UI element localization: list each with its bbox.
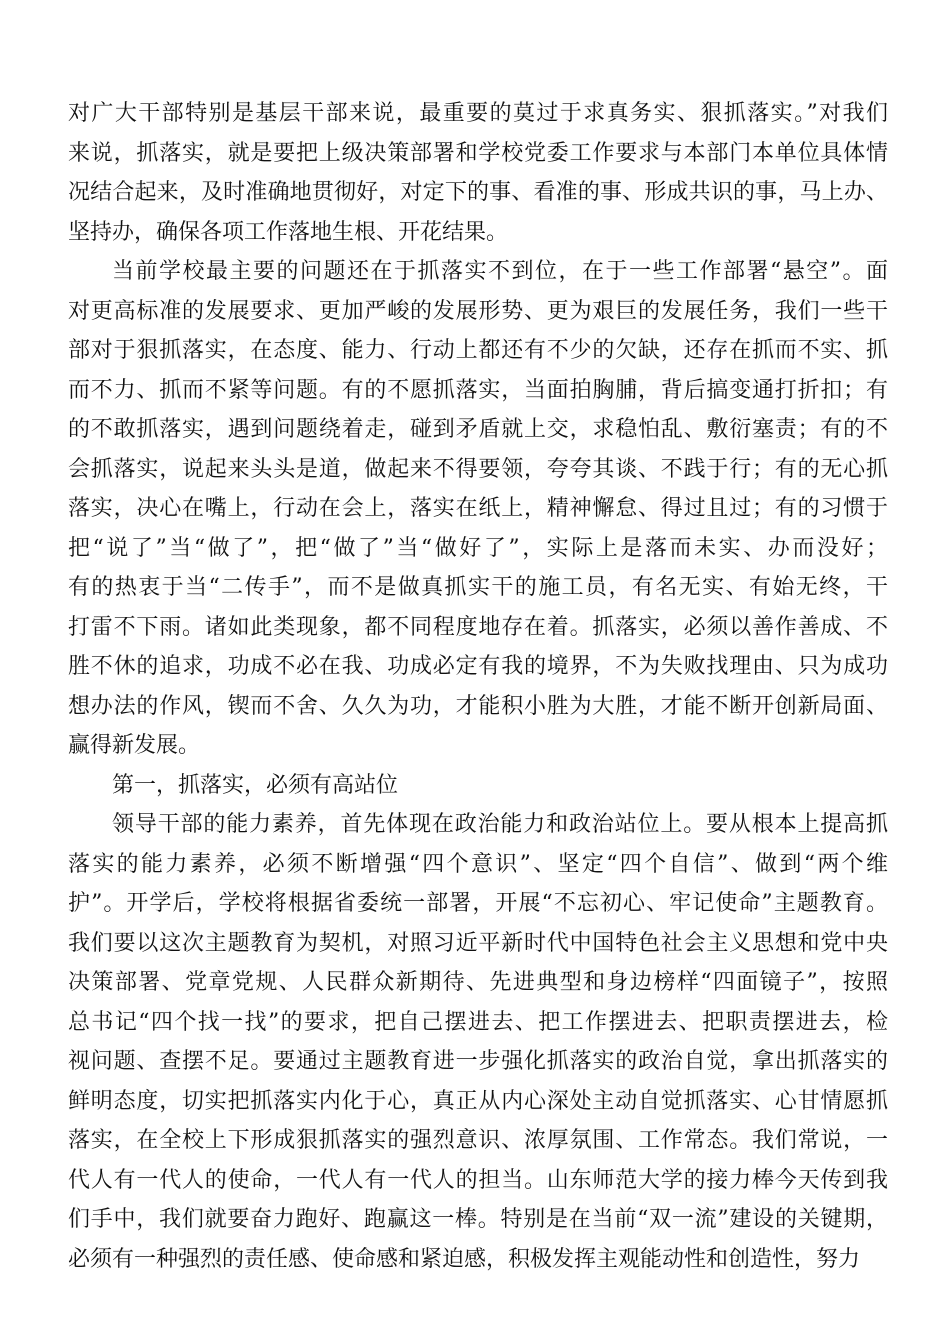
text-line: 我们要以这次主题教育为契机，对照习近平新时代中国特色社会主义思想和党中央: [68, 930, 888, 956]
text-line: 想办法的作风，锲而不舍、久久为功，才能积小胜为大胜，才能不断开创新局面、: [68, 693, 888, 719]
paragraph: [68, 766, 888, 806]
text-line: 落实的能力素养，必须不断增强“四个意识”、坚定“四个自信”、做到“两个维: [68, 851, 888, 877]
text-line: 们手中，我们就要奋力跑好、跑赢这一棒。特别是在当前“双一流”建设的关键期，: [68, 1207, 888, 1232]
text-line: 把“说了”当“做了”，把“做了”当“做好了”，实际上是落而未实、办而没好；: [68, 535, 888, 561]
text-line: 的不敢抓落实，遇到问题绕着走，碰到矛盾就上交，求稳怕乱、敷衍塞责；有的不: [68, 417, 888, 442]
text-line: 况结合起来，及时准确地贯彻好，对定下的事、看准的事、形成共识的事，马上办、: [68, 180, 888, 205]
text-line: 来说，抓落实，就是要把上级决策部署和学校党委工作要求与本部门本单位具体情: [68, 140, 888, 166]
document-body: [68, 94, 888, 1279]
text-line: 对广大干部特别是基层干部来说，最重要的莫过于求真务实、狠抓落实。”对我们: [68, 101, 888, 126]
text-line: 部对于狠抓落实，在态度、能力、行动上都还有不少的欠缺，还存在抓而不实、抓: [68, 338, 888, 363]
text-line: 胜不休的追求，功成不必在我、功成必定有我的境界，不为失败找理由、只为成功: [68, 654, 888, 679]
text-line: 决策部署、党章党规、人民群众新期待、先进典型和身边榜样“四面镜子”，按照: [68, 970, 888, 995]
text-line: 会抓落实，说起来头头是道，做起来不得要领，夸夸其谈、不践于行；有的无心抓: [68, 456, 888, 482]
text-line: 鲜明态度，切实把抓落实内化于心，真正从内心深处主动自觉抓落实、心甘情愿抓: [68, 1088, 888, 1114]
text-line: 领导干部的能力素养，首先体现在政治能力和政治站位上。要从根本上提高抓: [112, 812, 888, 837]
text-line: 视问题、查摆不足。要通过主题教育进一步强化抓落实的政治自觉，拿出抓落实的: [68, 1049, 888, 1074]
text-line: 第一，抓落实，必须有高站位: [112, 772, 399, 798]
text-line: 当前学校最主要的问题还在于抓落实不到位，在于一些工作部署“悬空”。面: [112, 259, 888, 284]
text-line: 坚持办，确保各项工作落地生根、开花结果。: [68, 219, 509, 245]
text-line: 有的热衷于当“二传手”，而不是做真抓实干的施工员，有名无实、有始无终，干: [68, 575, 888, 600]
text-line: 打雷不下雨。诸如此类现象，都不同程度地存在着。抓落实，必须以善作善成、不: [68, 614, 888, 640]
text-line: 必须有一种强烈的责任感、使命感和紧迫感，积极发挥主观能动性和创造性，努力: [68, 1246, 861, 1272]
text-line: 落实，决心在嘴上，行动在会上，落实在纸上，精神懈怠、得过且过；有的习惯于: [68, 496, 888, 521]
text-line: 而不力、抓而不紧等问题。有的不愿抓落实，当面拍胸脯，背后搞变通打折扣；有: [68, 377, 888, 403]
paragraph: [68, 252, 888, 766]
text-line: 总书记“四个找一找”的要求，把自己摆进去、把工作摆进去、把职责摆进去，检: [68, 1009, 888, 1035]
text-line: 代人有一代人的使命，一代人有一代人的担当。山东师范大学的接力棒今天传到我: [68, 1167, 888, 1193]
text-line: 护”。开学后，学校将根据省委统一部署，开展“不忘初心、牢记使命”主题教育。: [68, 891, 888, 916]
paragraph: [68, 805, 888, 1279]
text-line: 落实，在全校上下形成狠抓落实的强烈意识、浓厚氛围、工作常态。我们常说，一: [68, 1128, 888, 1153]
text-line: 赢得新发展。: [68, 733, 201, 758]
paragraph: [68, 94, 888, 252]
text-line: 对更高标准的发展要求、更加严峻的发展形势、更为艰巨的发展任务，我们一些干: [68, 298, 888, 324]
